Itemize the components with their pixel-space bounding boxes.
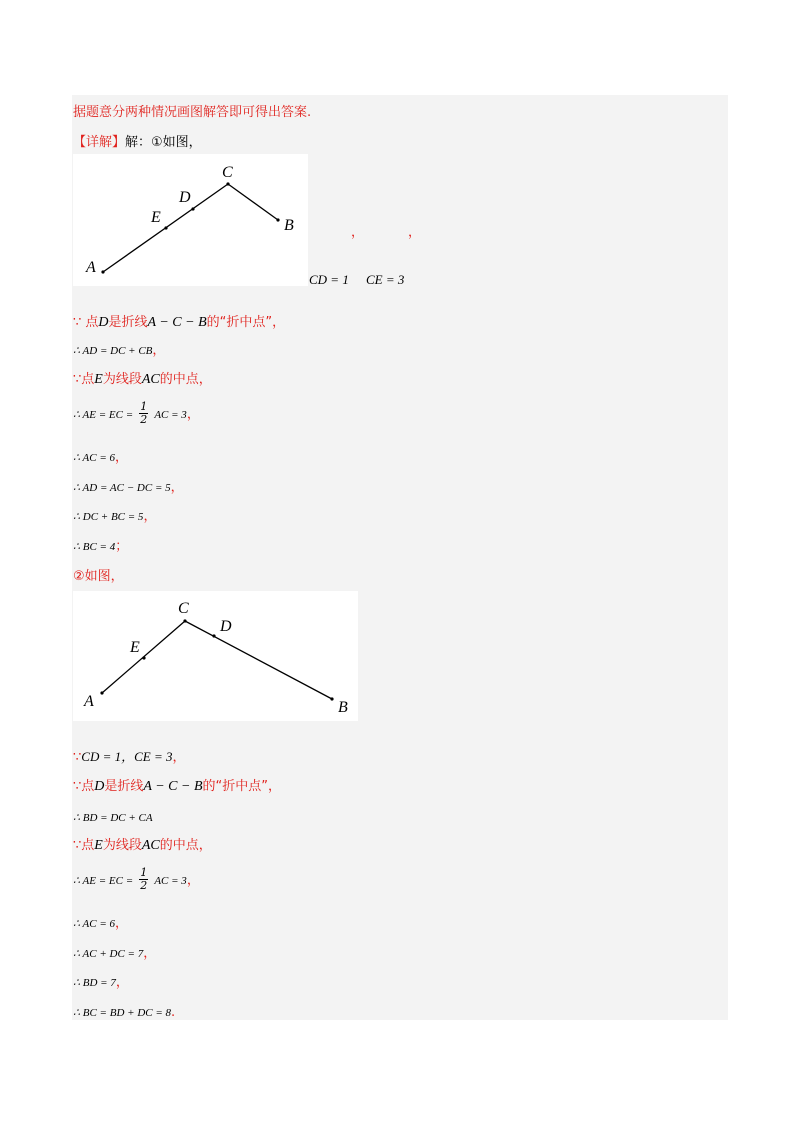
point-e <box>142 656 145 659</box>
case1-line-2: ∴ AD = DC + CB， <box>73 343 166 358</box>
point-c <box>183 619 186 622</box>
label-e: E <box>151 209 161 226</box>
case1-heading: 解：①如图， <box>125 135 202 150</box>
point-b <box>276 218 279 221</box>
case2-line-6: ∴ AC = 6， <box>73 916 129 931</box>
case2-line-9: ∴ BC = BD + DC = 8. <box>73 1005 176 1020</box>
point-d <box>212 634 215 637</box>
label-d: D <box>179 189 191 206</box>
given-cd: CD = 1 <box>309 272 349 287</box>
fraction-half: $\frac{1}{2}$ <box>140 866 148 892</box>
case1-line-1: ∵ 点D是折线A − C − B的“折中点”， <box>73 315 286 330</box>
detail-heading <box>73 131 202 150</box>
point-c <box>226 182 229 185</box>
point-e <box>164 226 167 229</box>
case1-line-4: ∴ AE = EC = $\frac{1}{2}$ AC = 3， <box>73 400 200 426</box>
case2-line-1: ∵CD = 1，CE = 3， <box>73 749 186 765</box>
label-a: A <box>86 259 96 276</box>
detail-label: 【详解】 <box>73 135 126 150</box>
label-c: C <box>222 164 233 181</box>
case2-line-7: ∴ AC + DC = 7， <box>73 946 157 961</box>
case1-line-5: ∴ AC = 6， <box>73 450 129 465</box>
point-b <box>330 697 333 700</box>
figure-1 <box>73 154 308 286</box>
point-a <box>100 691 103 694</box>
point-d <box>191 207 194 210</box>
case2-line-3: ∴ BD = DC + CA <box>73 812 153 824</box>
intro-text: 据题意分两种情况画图解答即可得出答案. <box>73 105 312 120</box>
label-b: B <box>338 699 348 716</box>
case1-line-6: ∴ AD = AC − DC = 5， <box>73 480 184 495</box>
given-comma-2: ， <box>408 225 422 240</box>
case2-line-2: ∵点D是折线A − C − B的“折中点”， <box>73 779 281 794</box>
given-ce: CE = 3 <box>366 272 405 287</box>
case2-line-8: ∴ BD = 7， <box>73 975 129 990</box>
segment-cb <box>228 184 278 220</box>
label-a: A <box>84 693 94 710</box>
case2-line-4: ∵点E为线段AC的中点， <box>73 838 212 853</box>
case1-line-8: ∴ BC = 4； <box>73 539 129 554</box>
segment-cb <box>185 621 332 699</box>
label-b: B <box>284 217 294 234</box>
case2-line-5: ∴ AE = EC = $\frac{1}{2}$ AC = 3， <box>73 866 200 892</box>
label-e: E <box>130 639 140 656</box>
label-d: D <box>220 618 232 635</box>
case1-line-7: ∴ DC + BC = 5， <box>73 509 157 524</box>
figure-2 <box>73 591 358 721</box>
label-c: C <box>178 600 189 617</box>
case2-heading: ②如图， <box>73 569 124 584</box>
given-comma-1: ， <box>351 225 365 240</box>
case1-line-3: ∵点E为线段AC的中点， <box>73 372 212 387</box>
point-a <box>101 270 104 273</box>
fraction-half: $\frac{1}{2}$ <box>140 400 148 426</box>
